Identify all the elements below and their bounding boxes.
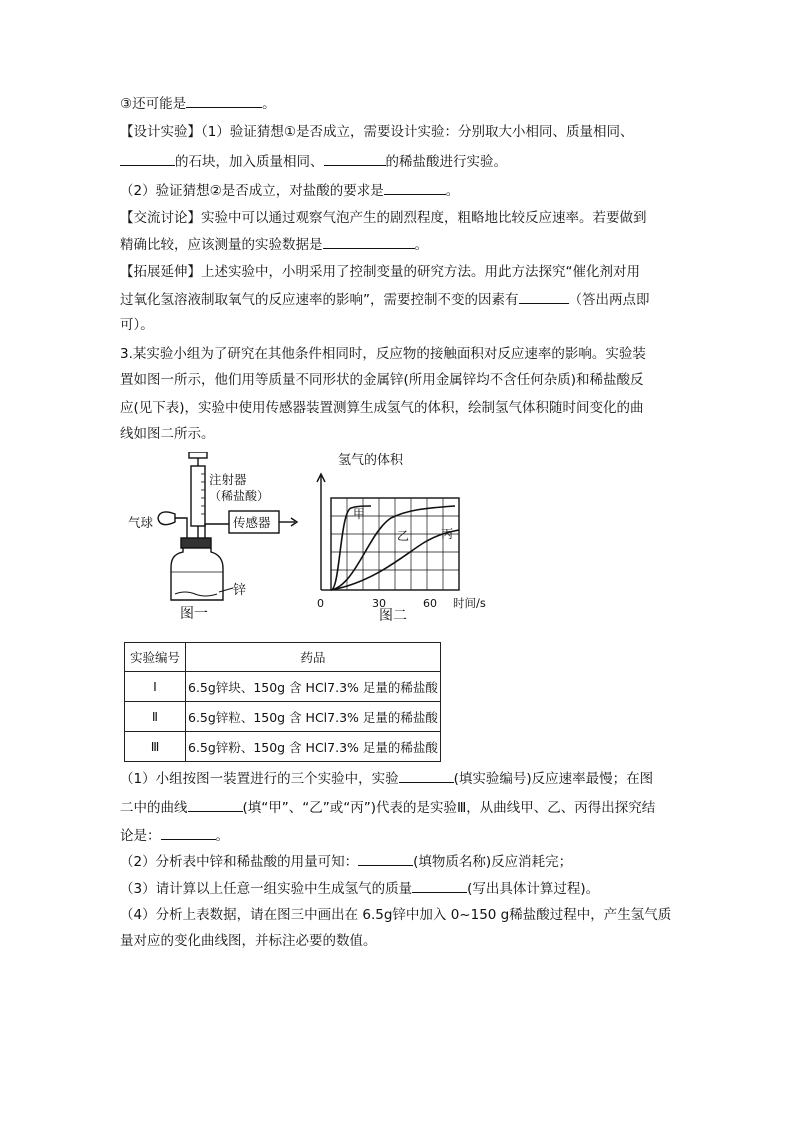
line-discuss-2 <box>120 234 428 255</box>
answer-blank[interactable] <box>120 151 175 166</box>
cell-drug: 6.5g锌块、150g 含 HCl7.3% 足量的稀盐酸 <box>186 672 441 702</box>
line-sub4-b <box>120 931 377 951</box>
text: (填“甲”、“乙”或“丙”)代表的是实验Ⅲ，从曲线甲、乙、丙得出探究结 <box>242 800 656 816</box>
answer-blank[interactable] <box>188 797 243 812</box>
cell-drug: 6.5g锌粒、150g 含 HCl7.3% 足量的稀盐酸 <box>186 702 441 732</box>
header-drugs: 药品 <box>186 643 441 672</box>
text: 精确比较，应该测量的实验数据是 <box>120 237 323 253</box>
line-discuss-1 <box>120 208 647 228</box>
line-q3-1 <box>120 344 646 364</box>
zinc-pieces <box>175 592 217 596</box>
cell-drug: 6.5g锌粉、150g 含 HCl7.3% 足量的稀盐酸 <box>186 732 441 762</box>
text: 的稀盐酸进行实验。 <box>385 154 507 170</box>
text: 可）。 <box>120 317 154 333</box>
line-sub1-b <box>120 797 655 818</box>
text: 二中的曲线 <box>120 800 188 816</box>
answer-blank[interactable] <box>323 234 415 249</box>
text: 【交流讨论】实验中可以通过观察气泡产生的剧烈程度，粗略地比较反应速率。若要做到 <box>120 210 647 226</box>
answer-blank[interactable] <box>186 93 262 108</box>
cell-id: Ⅱ <box>125 702 186 732</box>
bottle <box>171 548 223 600</box>
syringe-plunger-cap <box>189 452 207 458</box>
text: （1）小组按图一装置进行的三个实验中，实验 <box>120 771 399 787</box>
curve-label-bing: 丙 <box>441 527 454 541</box>
text: （4）分析上表数据，请在图三中画出在 6.5g锌中加入 0~150 g稀盐酸过程中，产生氢气质 <box>120 907 672 923</box>
table-row <box>125 702 441 732</box>
text: 线如图二所示。 <box>120 426 215 442</box>
text: （2）验证猜想②是否成立，对盐酸的要求是 <box>120 183 384 199</box>
text: 论是： <box>120 828 161 844</box>
line-sub1-a <box>120 768 653 789</box>
answer-blank[interactable] <box>358 851 413 866</box>
line-guess3 <box>120 93 276 114</box>
curve-yi <box>331 506 455 590</box>
text: （2）分析表中锌和稀盐酸的用量可知： <box>120 854 359 870</box>
text: （答出两点即 <box>568 292 650 308</box>
text: 量对应的变化曲线图，并标注必要的数值。 <box>120 933 377 949</box>
zinc-pointer <box>219 588 233 592</box>
table-row <box>125 732 441 762</box>
zinc-label: 锌 <box>233 583 247 598</box>
balloon-label: 气球 <box>128 515 154 530</box>
figure-1-caption: 图一 <box>180 606 208 622</box>
text: 3.某实验小组为了研究在其他条件相同时，反应物的接触面积对反应速率的影响。实验装 <box>120 346 646 362</box>
text: 。 <box>262 96 276 112</box>
line-extend-2 <box>120 289 650 310</box>
drug-table <box>124 642 441 762</box>
syringe-label-2: （稀盐酸） <box>209 489 270 503</box>
text: 的石块，加入质量相同、 <box>175 154 324 170</box>
syringe-barrel <box>191 466 205 526</box>
line-sub4-a <box>120 905 671 925</box>
line-q3-4 <box>120 424 215 444</box>
figure-2-caption: 图二 <box>379 608 407 624</box>
line-extend-3 <box>120 315 154 335</box>
cell-id: Ⅰ <box>125 672 186 702</box>
figure-2-chart <box>317 452 486 624</box>
table-header-row <box>125 643 441 672</box>
stopper <box>181 538 211 548</box>
text: 。 <box>215 828 229 844</box>
text: 【设计实验】（1）验证猜想①是否成立，需要设计实验：分别取大小相同、质量相同、 <box>120 124 634 140</box>
text: 【拓展延伸】上述实验中，小明采用了控制变量的研究方法。用此方法探究“催化剂对用 <box>120 264 640 280</box>
text: 。 <box>445 183 460 199</box>
answer-blank[interactable] <box>384 180 446 195</box>
curve-label-jia: 甲 <box>353 507 366 521</box>
text: （3）请计算以上任意一组实验中生成氢气的质量 <box>120 881 413 897</box>
text: (填实验编号)反应速率最慢；在图 <box>453 771 654 787</box>
line-q3-3 <box>120 398 644 418</box>
balloon <box>158 512 175 525</box>
line-q3-2 <box>120 370 644 390</box>
x-axis-label: 时间/s <box>453 596 486 610</box>
line-design-1 <box>120 122 633 142</box>
answer-blank[interactable] <box>399 768 454 783</box>
text: 。 <box>414 237 428 253</box>
answer-blank[interactable] <box>412 878 467 893</box>
curve-label-yi: 乙 <box>397 529 410 543</box>
line-sub3 <box>120 878 599 899</box>
answer-blank[interactable] <box>324 151 386 166</box>
line-sub1-c <box>120 825 229 846</box>
x-tick-30: 30 <box>372 597 386 610</box>
text: (写出具体计算过程)。 <box>467 881 600 897</box>
x-tick-60: 60 <box>423 597 437 610</box>
y-axis-label: 氢气的体积 <box>338 453 404 468</box>
line-extend-1 <box>120 262 640 282</box>
header-experiment-id: 实验编号 <box>125 643 186 672</box>
answer-blank[interactable] <box>519 289 569 304</box>
sensor-label: 传感器 <box>233 515 271 530</box>
line-design-3 <box>120 180 459 201</box>
syringe-label: 注射器 <box>209 472 247 487</box>
text: ③还可能是 <box>120 96 187 112</box>
line-design-2 <box>120 151 507 172</box>
table-row <box>125 672 441 702</box>
text: 应(见下表)，实验中使用传感器装置测算生成氢气的体积，绘制氢气体积随时间变化的曲 <box>120 400 644 416</box>
text: 过氧化氢溶液制取氧气的反应速率的影响”，需要控制不变的因素有 <box>120 292 519 308</box>
answer-blank[interactable] <box>161 825 216 840</box>
experiment-figures <box>125 452 505 640</box>
text: (填物质名称)反应消耗完； <box>413 854 573 870</box>
cell-id: Ⅲ <box>125 732 186 762</box>
x-tick-0: 0 <box>317 597 324 610</box>
line-sub2 <box>120 851 572 872</box>
text: 置如图一所示，他们用等质量不同形状的金属锌(所用金属锌均不含任何杂质)和稀盐酸反 <box>120 372 644 388</box>
